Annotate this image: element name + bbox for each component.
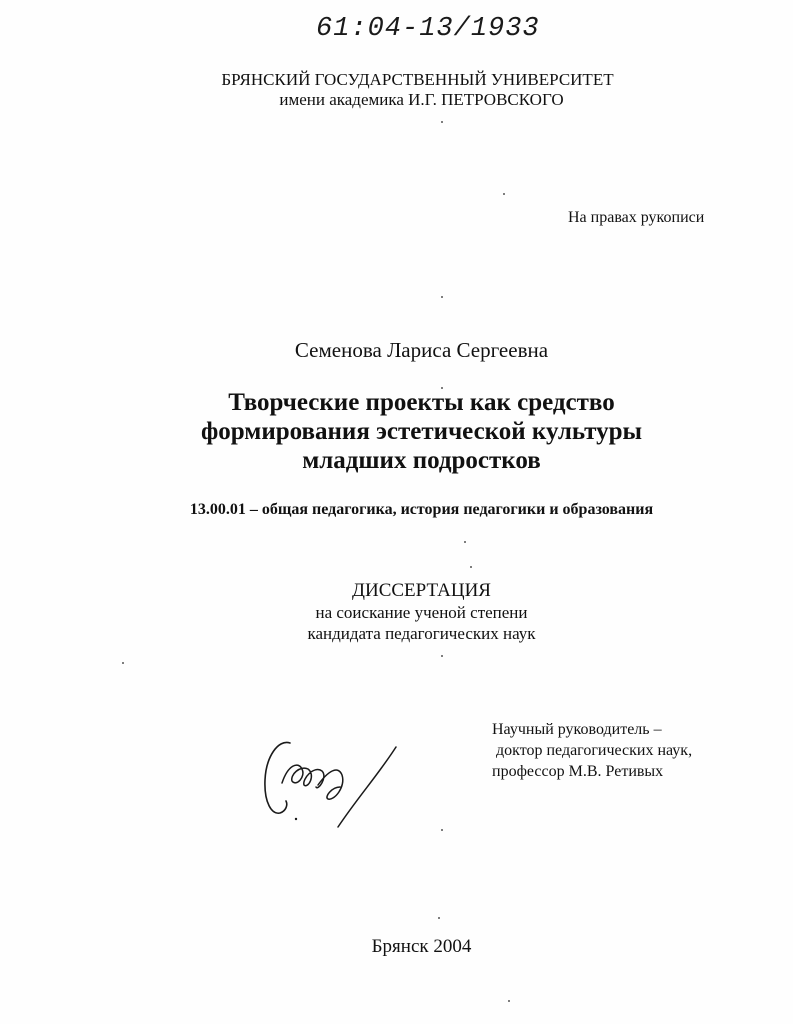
scan-speck	[464, 541, 466, 543]
scan-speck	[441, 829, 443, 831]
author-name: Семенова Лариса Сергеевна	[294, 338, 549, 362]
scan-speck	[508, 1000, 510, 1002]
scan-speck	[441, 387, 443, 389]
scan-speck	[438, 917, 440, 919]
degree-line: кандидата педагогических наук	[307, 624, 536, 643]
title-line: Творческие проекты как средство	[228, 389, 615, 416]
dissertation-title	[25, 388, 793, 475]
scan-speck	[122, 662, 124, 664]
supervisor-line: Научный руководитель –	[492, 721, 662, 738]
supervisor-line: профессор М.В. Ретивых	[492, 763, 664, 780]
scan-speck	[441, 296, 443, 298]
scan-speck	[470, 566, 472, 568]
handwritten-signature	[258, 735, 408, 830]
catalog-stamp: 61:04-13/1933	[316, 14, 540, 44]
university-honorific: имени академика И.Г. ПЕТРОВСКОГО	[279, 90, 564, 109]
university-name: БРЯНСКИЙ ГОСУДАРСТВЕННЫЙ УНИВЕРСИТЕТ	[221, 70, 614, 89]
supervisor-line: доктор педагогических наук,	[496, 742, 693, 759]
manuscript-rights-note: На правах рукописи	[568, 209, 705, 226]
document-type: ДИССЕРТАЦИЯ	[352, 580, 491, 601]
scan-speck	[441, 655, 443, 657]
title-line: формирования эстетической культуры	[200, 418, 642, 445]
scan-speck	[441, 121, 443, 123]
scan-speck	[503, 193, 505, 195]
city-year: Брянск 2004	[371, 936, 472, 957]
supervisor-block	[492, 719, 692, 782]
degree-line: на соискание ученой степени	[315, 603, 528, 622]
title-line: младших подростков	[302, 447, 541, 474]
specialty-code: 13.00.01 – общая педагогика, история педагогики и образования	[189, 501, 654, 518]
